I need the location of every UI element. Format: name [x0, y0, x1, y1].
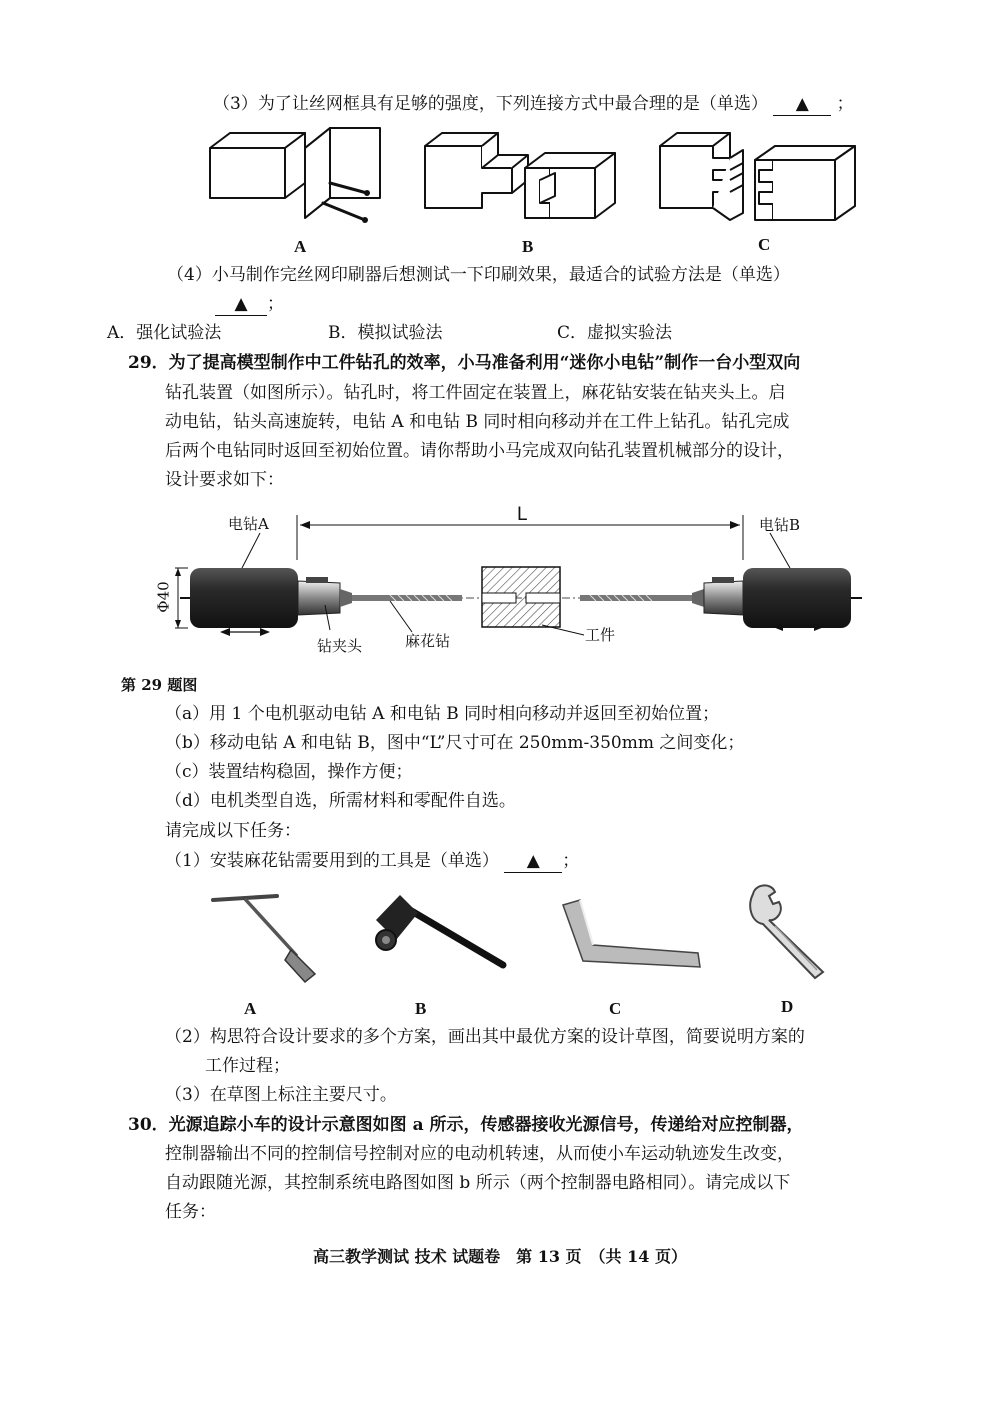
answer-blank-q28-4[interactable]: ▲	[215, 293, 267, 316]
tool-a-t-wrench-image	[205, 890, 325, 985]
tool-c-hex-key-image	[558, 895, 708, 975]
joint-label-a: A	[294, 237, 307, 256]
tool-label-c: C	[609, 999, 622, 1018]
q30-line-2: 控制器输出不同的控制信号控制对应的电动机转速，从而使小车运动轨迹发生改变，	[165, 1144, 794, 1164]
label-chuck: 钻夹头	[317, 637, 363, 655]
joint-option-a-image	[205, 128, 385, 228]
tool-label-d: D	[781, 997, 794, 1016]
q29-task2-line1: （2）构思符合设计要求的多个方案，画出其中最优方案的设计草图，简要说明方案的	[165, 1027, 805, 1047]
label-diameter: Φ40	[154, 581, 173, 613]
q29-intro-line-5: 设计要求如下：	[165, 470, 284, 490]
q28-part4-answer-line: ▲ ；	[215, 293, 284, 316]
q30-line-3: 自动跟随光源，其控制系统电路图如图 b 所示（两个控制器电路相同）。请完成以下	[165, 1173, 791, 1193]
tool-label-a: A	[244, 999, 257, 1018]
q29-task3: （3）在草图上标注主要尺寸。	[165, 1085, 397, 1105]
option-a[interactable]: A．强化试验法	[107, 323, 222, 343]
requirement-d: （d）电机类型自选，所需材料和零配件自选。	[165, 791, 516, 811]
option-b[interactable]: B．模拟试验法	[328, 323, 443, 343]
answer-blank-q28-3[interactable]: ▲	[773, 93, 831, 116]
tool-d-open-spanner-image	[745, 882, 835, 982]
figure-caption: 第 29 题图	[121, 676, 198, 694]
q30-line-1: 30．光源追踪小车的设计示意图如图 a 所示，传感器接收光源信号，传递给对应控制器，	[128, 1115, 804, 1135]
answer-blank-q29-1[interactable]: ▲	[504, 850, 562, 873]
page-footer: 高三教学测试 技术 试题卷 第 13 页 （共 14 页）	[313, 1247, 687, 1266]
requirement-a: （a）用 1 个电机驱动电钻 A 和电钻 B 同时相向移动并返回至初始位置；	[165, 704, 720, 724]
q29-intro-line-2: 钻孔装置（如图所示）。钻孔时，将工件固定在装置上，麻花钻安装在钻夹头上。启	[165, 383, 786, 403]
q29-intro-line-4: 后两个电钻同时返回至初始位置。请你帮助小马完成双向钻孔装置机械部分的设计，	[165, 441, 794, 461]
q29-intro-line-1: 29．为了提高模型制作中工件钻孔的效率，小马准备利用“迷你小电钻”制作一台小型双向	[128, 353, 801, 373]
tool-b-chuck-key-image	[368, 885, 513, 980]
label-length-l: L	[517, 504, 528, 525]
q28-part3-text: （3）为了让丝网框具有足够的强度，下列连接方式中最合理的是（单选）	[213, 94, 768, 114]
option-c[interactable]: C．虚拟实验法	[557, 323, 673, 343]
q29-task2-line2: 工作过程；	[205, 1056, 290, 1076]
label-drill-b: 电钻B	[759, 516, 801, 534]
q28-part4-text: （4）小马制作完丝网印刷器后想测试一下印刷效果，最适合的试验方法是（单选）	[167, 265, 790, 285]
joint-option-c-image	[655, 128, 865, 228]
q29-task1: （1）安装麻花钻需要用到的工具是（单选） ▲ ；	[165, 851, 580, 871]
task-intro: 请完成以下任务：	[165, 821, 301, 841]
label-workpiece: 工件	[585, 626, 616, 644]
requirement-c: （c）装置结构稳固，操作方便；	[165, 762, 413, 782]
label-drill-bit: 麻花钻	[405, 632, 451, 650]
requirement-b: （b）移动电钻 A 和电钻 B，图中“L”尺寸可在 250mm-350mm 之间变化；	[165, 733, 745, 753]
q30-line-4: 任务：	[165, 1202, 216, 1222]
joint-label-c: C	[758, 235, 771, 254]
joint-label-b: B	[522, 237, 534, 256]
label-drill-a: 电钻A	[228, 515, 269, 533]
q28-part3: （3）为了让丝网框具有足够的强度，下列连接方式中最合理的是（单选） ▲ ；	[213, 94, 854, 114]
q29-intro-line-3: 动电钻，钻头高速旋转，电钻 A 和电钻 B 同时相向移动并在工件上钻孔。钻孔完成	[165, 412, 790, 432]
tool-label-b: B	[415, 999, 427, 1018]
joint-option-b-image	[420, 128, 625, 228]
